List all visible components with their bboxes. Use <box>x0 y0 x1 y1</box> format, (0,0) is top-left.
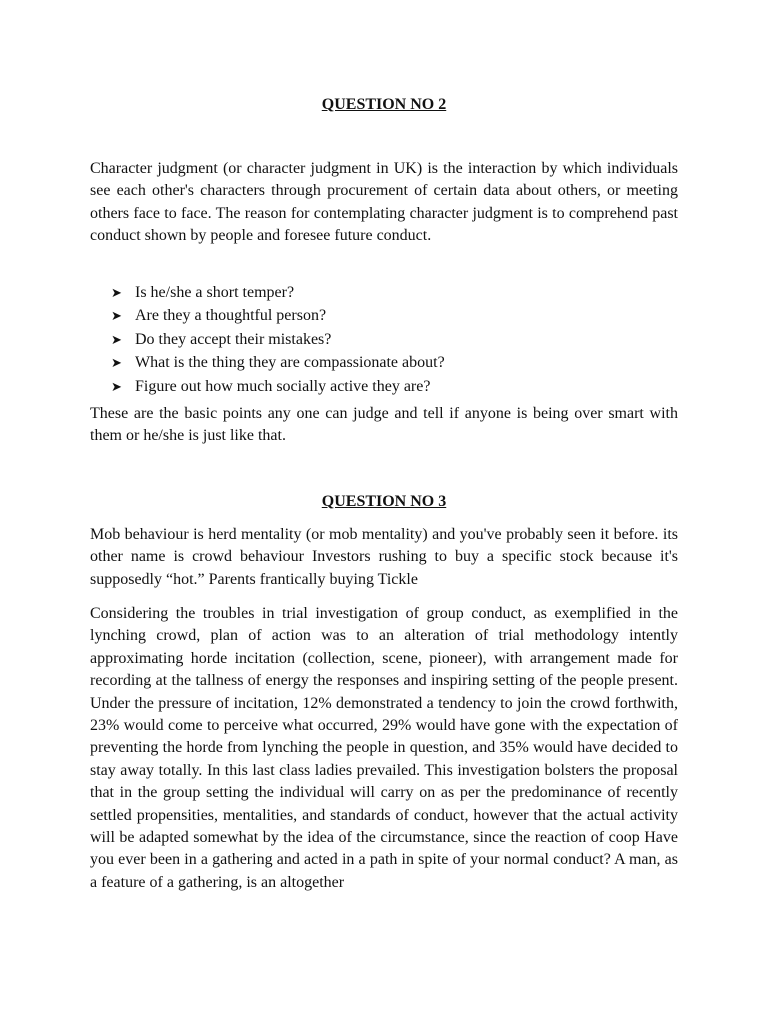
arrowhead-bullet-icon: ➤ <box>111 356 122 372</box>
arrowhead-bullet-icon: ➤ <box>111 286 122 301</box>
list-item-text: Figure out how much socially active they are? <box>135 377 431 395</box>
list-item-text: Do they accept their mistakes? <box>135 330 332 348</box>
arrowhead-bullet-icon: ➤ <box>111 379 122 395</box>
question-2-bullet-list <box>111 282 671 399</box>
question-2-heading: QUESTION NO 2 <box>321 96 447 113</box>
list-item <box>111 329 671 352</box>
list-item <box>111 376 671 399</box>
list-item-text: Is he/she a short temper? <box>135 284 295 301</box>
list-item-text: What is the thing they are compassionate about? <box>135 354 445 372</box>
arrowhead-bullet-icon: ➤ <box>111 332 122 348</box>
document-page <box>90 0 678 1024</box>
list-item <box>111 282 671 305</box>
list-item-text: Are they a thoughtful person? <box>135 307 327 325</box>
question-2-conclusion-paragraph: These are the basic points any one can judge and tell if anyone is being over smart with them or he/she is just like that. <box>90 405 678 445</box>
question-2-intro-paragraph: Character judgment (or character judgment in UK) is the interaction by which individuals see each other's characters through procurement of certain data about others, or meeting others face to face. The reason for contemplating character judgment is to comprehend past conduct shown by people and foresee future conduct. <box>90 160 678 245</box>
arrowhead-bullet-icon: ➤ <box>111 309 122 325</box>
list-item <box>111 352 671 375</box>
list-item <box>111 305 671 328</box>
question-3-paragraph-2: Considering the troubles in trial investigation of group conduct, as exemplified in the lynching crowd, plan of action was to an alteration of trial methodology intently approximating horde incitation (collection, scene, pioneer), with arrangement made for recording at the tallness of energy the responses and inspiring setting of the people present. Under the pressure of incitation, 12% demonstrated a tendency to join the crowd forthwith, 23% would come to perceive what occurred, 29% would have gone with the expectation of preventing the horde from lynching the people in question, and 35% would have decided to stay away totally. In this last class ladies prevailed. This investigation bolsters the proposal that in the group setting the individual will carry on as per the predominance of recently settled propensities, mentalities, and standards of conduct, however that the actual activity will be adapted somewhat by the idea of the circumstance, since the reaction of coop Have you ever been in a gathering and acted in a path in spite of your normal conduct? A man, as a feature of a gathering, is an altogether <box>90 605 678 891</box>
question-3-paragraph-1: Mob behaviour is herd mentality (or mob mentality) and you've probably seen it before. its other name is crowd behaviour Investors rushing to buy a specific stock because it's supposedly “hot.” Parents frantically buying Tickle <box>90 526 678 588</box>
question-3-heading: QUESTION NO 3 <box>321 493 447 510</box>
